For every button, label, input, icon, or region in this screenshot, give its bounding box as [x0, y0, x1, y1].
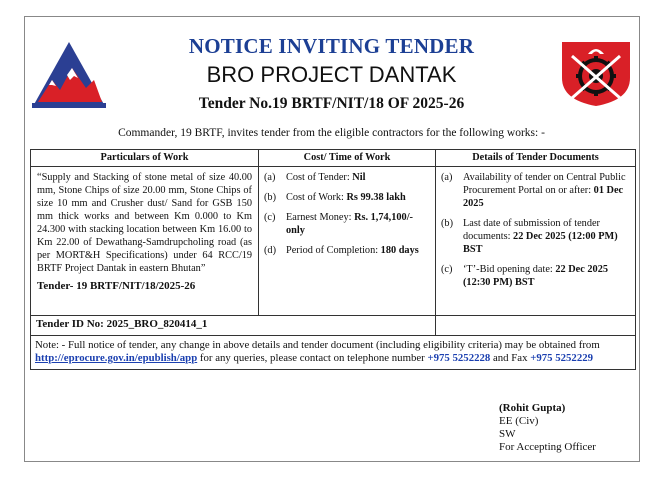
list-item: (a) Cost of Tender: Nil	[264, 172, 366, 183]
header-cost-time: Cost/ Time of Work	[259, 150, 436, 167]
list-item: (a) Availability of tender on Central Public Procurement Portal on or after: 01 Dec 2025	[441, 172, 626, 209]
signatory-designation: EE (Civ)	[499, 415, 539, 427]
work-description: “Supply and Stacking of stone metal of size 40.00 mm, Stone Chips of size 20.00 mm, Stone Chips of size 10 mm and Crusher dust/ Sand for GSB 150 mm thick works and between Km 0.000 to Km 24.300 with stacking location between Km 16.00 to Km 22.00 of Dewathang-Samdrupcholing road (as per MORT&H Specifications) under 64 RCC/19 BRTF Project Dantak in eastern Bhutan”	[37, 172, 252, 274]
signatory-name: (Rohit Gupta)	[499, 402, 566, 414]
note-cell	[31, 336, 636, 370]
signature-block	[499, 402, 596, 454]
note-and-fax: and Fax	[490, 352, 531, 364]
signatory-unit: SW	[499, 428, 516, 440]
list-item: (b) Last date of submission of tender documents: 22 Dec 2025 (12:00 PM) BST	[441, 218, 618, 255]
list-item: (d) Period of Completion: 180 days	[264, 245, 419, 256]
telephone-number: +975 5252228	[427, 352, 491, 364]
empty-cell	[436, 316, 636, 336]
documents-cell	[436, 167, 636, 316]
list-item: (c) ‘T’-Bid opening date: 22 Dec 2025 (12:30 PM) BST	[441, 264, 608, 288]
table-row	[31, 167, 636, 316]
note-prefix: Note: - Full notice of tender, any change in above details and tender document (including eligibility criteria) may be obtained from	[35, 339, 600, 351]
tender-reference: Tender- 19 BRTF/NIT/18/2025-26	[37, 280, 196, 292]
intro-text: Commander, 19 BRTF, invites tender from the eligible contractors for the following works: -	[118, 127, 545, 139]
note-middle: for any queries, please contact on telephone number	[197, 352, 428, 364]
eprocure-link[interactable]: http://eprocure.gov.in/epublish/app	[35, 352, 198, 364]
table-header-row	[31, 150, 636, 167]
list-item: (b) Cost of Work: Rs 99.38 lakh	[264, 192, 406, 203]
signatory-role: For Accepting Officer	[499, 441, 596, 453]
list-item: (c) Earnest Money: Rs. 1,74,100/- only	[264, 212, 413, 236]
tender-table	[30, 149, 636, 370]
tender-id-row	[31, 316, 636, 336]
fax-number: +975 5252229	[530, 352, 594, 364]
header-particulars: Particulars of Work	[31, 150, 259, 167]
particulars-cell	[31, 167, 259, 316]
tender-id: Tender ID No: 2025_BRO_820414_1	[31, 316, 436, 336]
note-row	[31, 336, 636, 370]
organisation-name: BRO PROJECT DANTAK	[206, 62, 457, 87]
header-documents: Details of Tender Documents	[436, 150, 636, 167]
tender-number: Tender No.19 BRTF/NIT/18 OF 2025-26	[198, 95, 465, 112]
cost-time-cell	[259, 167, 436, 316]
notice-title: NOTICE INVITING TENDER	[188, 34, 475, 58]
